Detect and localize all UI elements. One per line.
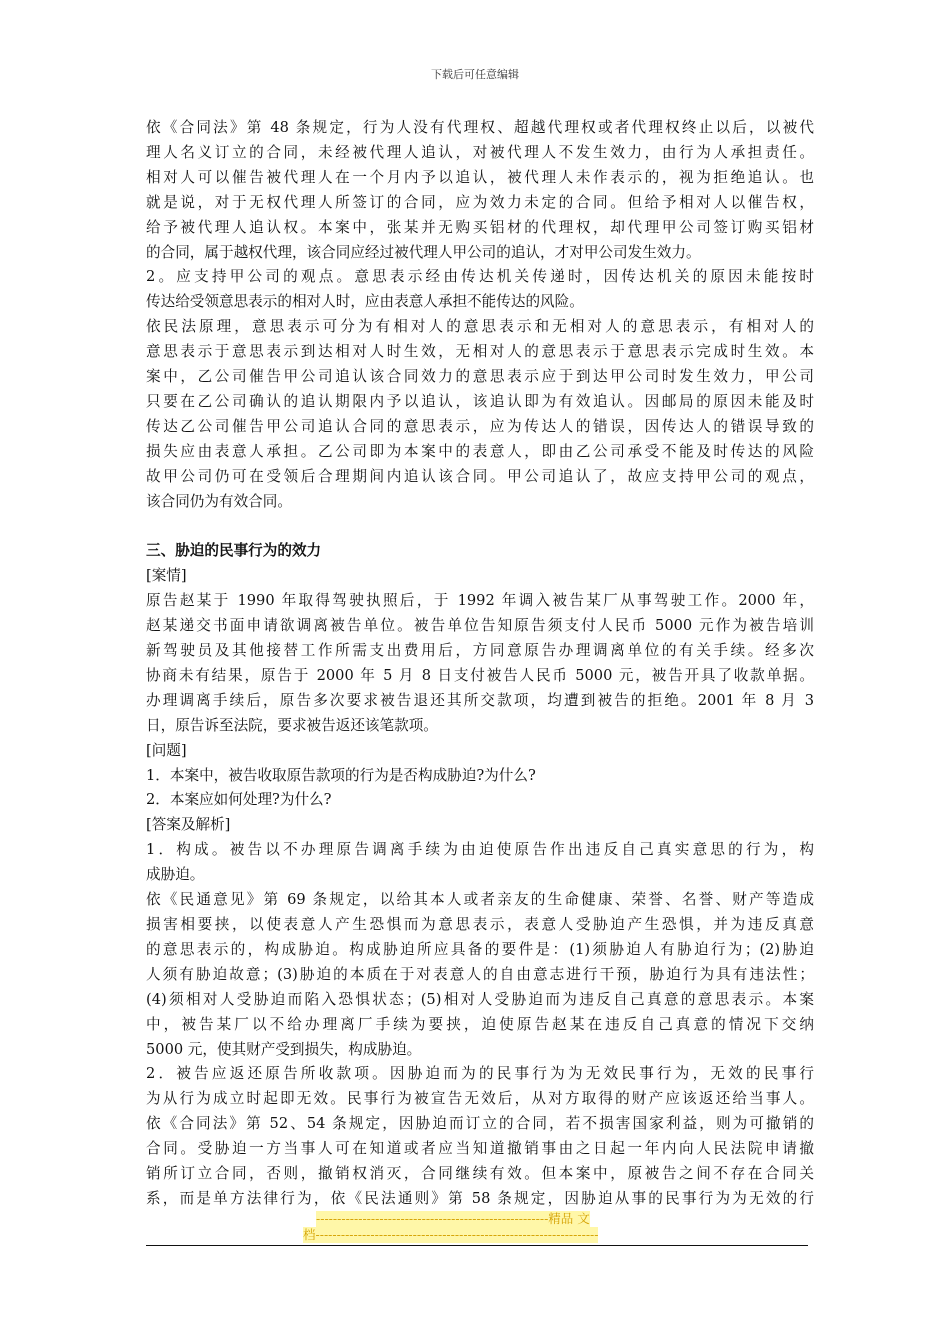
text-line: 理人名义订立的合同，未经被代理人追认，对被代理人不发生效力，由行为人承担责任。 [146,143,814,161]
text-line: 的合同，属于越权代理，该合同应经过被代理人甲公司的追认，才对甲公司发生效力。 [146,243,701,261]
text-line: 依《民通意见》第 69 条规定，以给其本人或者亲友的生命健康、荣誉、名誉、财产等造成 [146,891,814,909]
text-line: 日，原告诉至法院，要求被告返还该笔款项。 [146,716,438,734]
footer-watermark-line2: 档------------------------------------------------------------------- [303,1227,599,1242]
text-line: 原告赵某于 1990 年取得驾驶执照后，于 1992 年调入被告某厂从事驾驶工作。2000 年， [146,592,814,610]
text-line: 1．构成。被告以不办理原告调离手续为由迫使原告作出违反自己真实意思的行为，构 [146,841,814,859]
text-line: 销所订立合同，否则，撤销权消灭，合同继续有效。但本案中，原被告之间不存在合同关 [146,1165,814,1183]
text-line: 中，被告某厂以不给办理离厂手续为要挟，迫使原告赵某在违反自己真意的情况下交纳 [146,1015,814,1033]
text-line: 成胁迫。 [146,866,205,884]
text-line: 相对人可以催告被代理人在一个月内予以追认，被代理人未作表示的，视为拒绝追认。也 [146,168,814,186]
text-line: 就是说，对于无权代理人所签订的合同，应为效力未定的合同。但给予相对人以催告权， [146,193,814,211]
text-line: 依民法原理，意思表示可分为有相对人的意思表示和无相对人的意思表示，有相对人的 [146,318,814,336]
text-line: 只要在乙公司确认的追认期限内予以追认，该追认即为有效追认。因邮局的原因未能及时 [146,392,814,410]
text-line: 1．本案中，被告收取原告款项的行为是否构成胁迫?为什么? [146,766,536,784]
text-line: 协商未有结果，原告于 2000 年 5 月 8 日支付被告人民币 5000 元，被告开具了收款单据。 [146,666,814,684]
footer-watermark-line1: -------------------------------------------------------精品 文 [316,1211,590,1226]
text-line: [案情] [146,567,187,585]
text-line: 意思表示于意思表示到达相对人时生效，无相对人的意思表示于意思表示完成时生效。本 [146,343,814,361]
document-body [146,116,814,1212]
text-line: [答案及解析] [146,816,231,834]
blank-line [146,515,814,540]
text-line: 新驾驶员及其他接替工作所需支出费用后，方同意原告办理调离单位的有关手续。经多次 [146,642,814,660]
text-line: 办理调离手续后，原告多次要求被告退还其所交款项，均遭到被告的拒绝。2001 年 8 月 3 [146,691,814,709]
text-line: 传达乙公司催告甲公司追认合同的意思表示，应为传达人的错误，因传达人的错误导致的 [146,417,814,435]
text-line: 给予被代理人追认权。本案中，张某并无购买铝材的代理权，却代理甲公司签订购买铝材 [146,218,814,236]
text-line: 损害相要挟，以使表意人产生恐惧而为意思表示，表意人受胁迫产生恐惧，并为违反真意 [146,915,814,933]
text-line: 的意思表示的，构成胁迫。构成胁迫所应具备的要件是：(1)须胁迫人有胁迫行为；(2)胁迫 [146,940,814,958]
text-line: 2．本案应如何处理?为什么? [146,791,332,809]
page-header: 下载后可任意编辑 [431,68,519,81]
section-heading: 三、胁迫的民事行为的效力 [146,542,322,560]
text-line: 赵某递交书面申请欲调离被告单位。被告单位告知原告须支付人民币 5000 元作为被告培训 [146,617,814,635]
text-line: (4)须相对人受胁迫而陷入恐惧状态；(5)相对人受胁迫而为违反自己真意的意思表示。本案 [146,990,814,1008]
text-line: 2．被告应返还原告所收款项。因胁迫而为的民事行为为无效民事行为，无效的民事行 [146,1065,814,1083]
text-line: 故甲公司仍可在受领后合理期间内追认该合同。甲公司追认了，故应支持甲公司的观点， [146,467,814,485]
text-line: 案中，乙公司催告甲公司追认该合同效力的意思表示应于到达甲公司时发生效力，甲公司 [146,368,814,386]
text-line: 人须有胁迫故意；(3)胁迫的本质在于对表意人的自由意志进行干预，胁迫行为具有违法性； [146,965,814,983]
text-line: 依《合同法》第 52、54 条规定，因胁迫而订立的合同，若不损害国家利益，则为可撤销的 [146,1115,814,1133]
text-line: 依《合同法》第 48 条规定，行为人没有代理权、超越代理权或者代理权终止以后，以被代 [146,119,814,136]
text-line: 系，而是单方法律行为，依《民法通则》第 58 条规定，因胁迫从事的民事行为为无效的行 [146,1189,814,1207]
text-line: 该合同仍为有效合同。 [146,492,292,510]
footer-rule [146,1245,808,1246]
text-line: 为从行为成立时起即无效。民事行为被宣告无效后，从对方取得的财产应该返还给当事人。 [146,1090,814,1108]
text-line: 传达给受领意思表示的相对人时，应由表意人承担不能传达的风险。 [146,293,584,311]
text-line: 5000 元，使其财产受到损失，构成胁迫。 [146,1040,422,1058]
text-line: 损失应由表意人承担。乙公司即为本案中的表意人，即由乙公司承受不能及时传达的风险 [146,442,814,460]
text-line: 合同。受胁迫一方当事人可在知道或者应当知道撤销事由之日起一年内向人民法院申请撤 [146,1140,814,1158]
text-line: [问题] [146,741,187,759]
text-line: 2。应支持甲公司的观点。意思表示经由传达机关传递时，因传达机关的原因未能按时 [146,268,814,286]
